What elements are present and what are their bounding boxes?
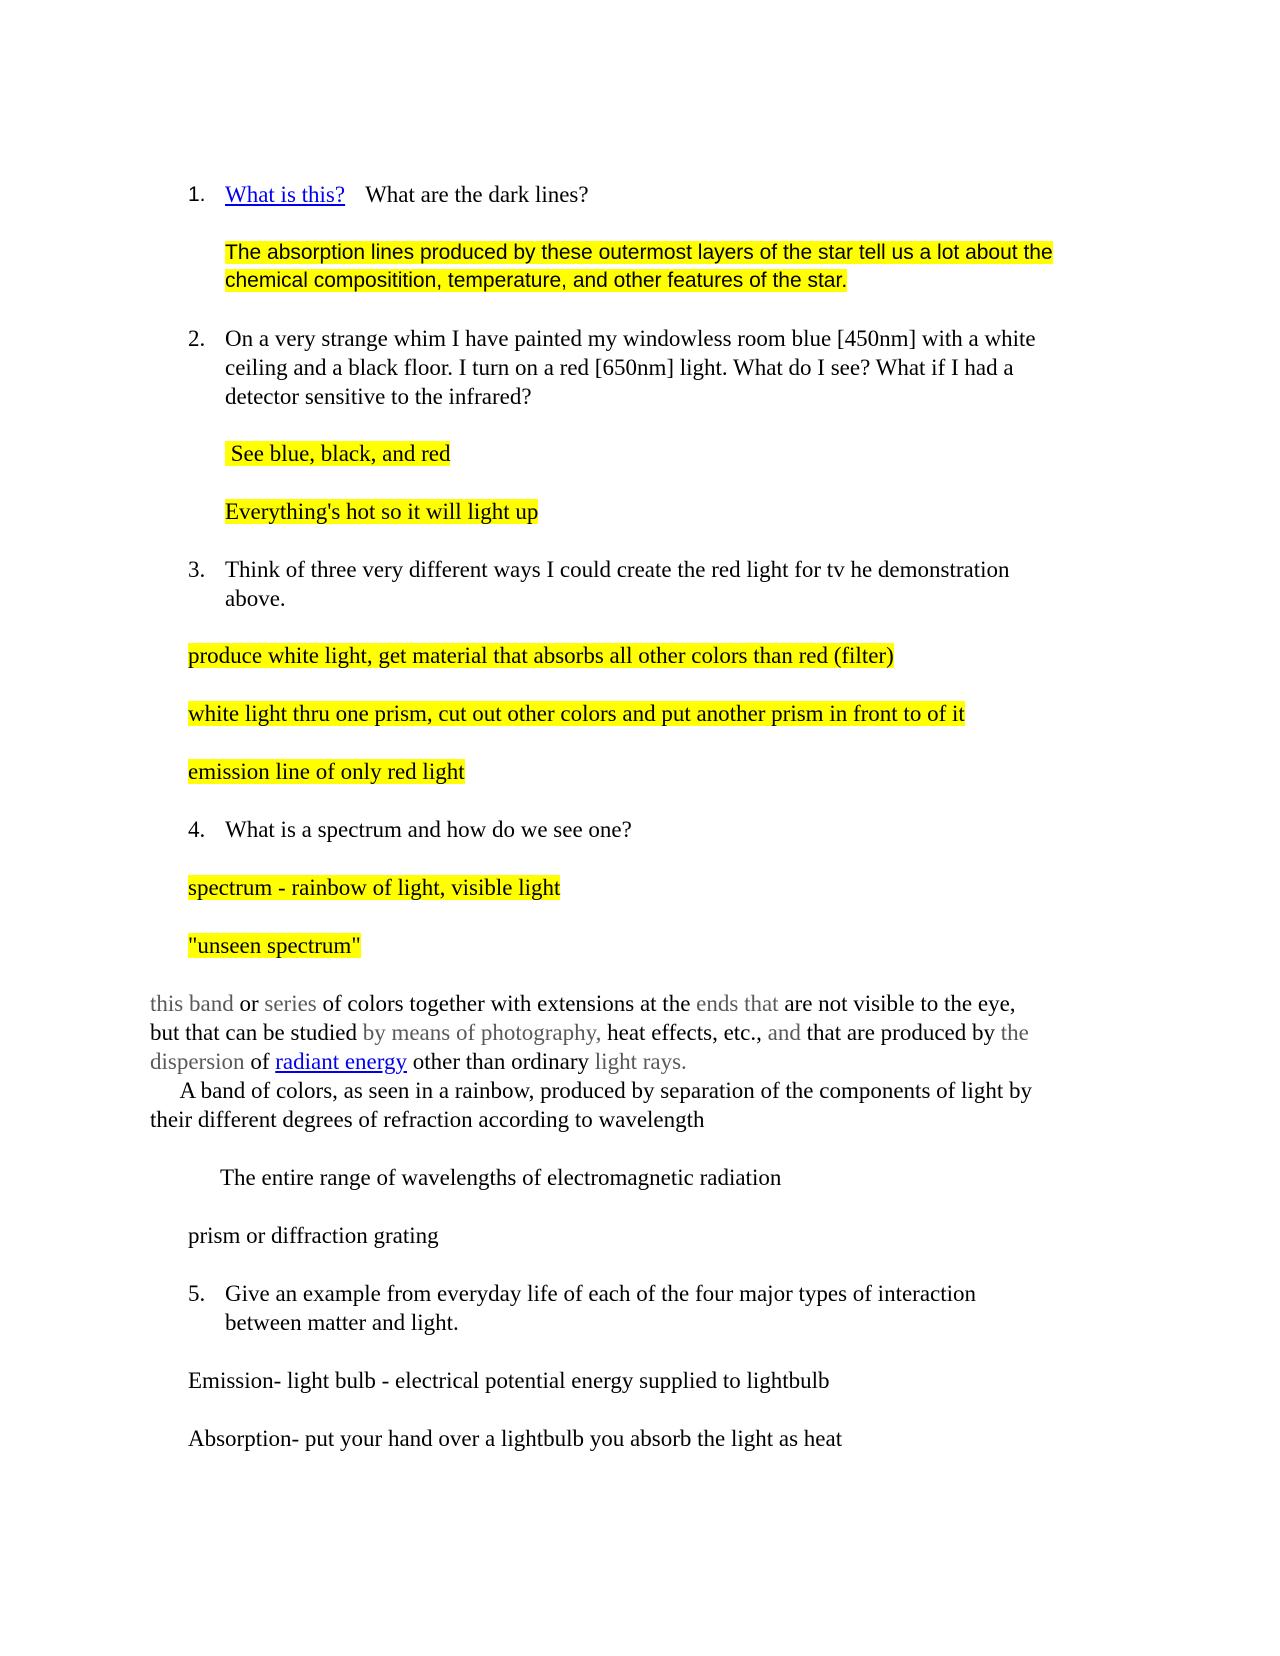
what-is-this-link[interactable]: What is this? bbox=[225, 182, 346, 207]
spectrum-definition-line-3: dispersion of radiant energy other than ordinary light rays. bbox=[150, 1049, 687, 1074]
q4-question: What is a spectrum and how do we see one? bbox=[225, 817, 632, 842]
q2-number: 2. bbox=[188, 326, 206, 351]
q3-answer-1: produce white light, get material that absorbs all other colors than red (filter) bbox=[188, 643, 894, 668]
radiant-energy-link[interactable]: radiant energy bbox=[275, 1049, 408, 1074]
emission-example: Emission- light bulb - electrical potential energy supplied to lightbulb bbox=[188, 1368, 830, 1393]
q4-answer-2: "unseen spectrum" bbox=[188, 933, 361, 958]
q3-line-2: above. bbox=[225, 586, 286, 611]
prism-text: prism or diffraction grating bbox=[188, 1223, 439, 1248]
q2-line-2: ceiling and a black floor. I turn on a red [650nm] light. What do I see? What if I had a bbox=[225, 355, 1014, 380]
q2-answer-1: See blue, black, and red bbox=[225, 441, 451, 466]
band-of-colors-line-2: their different degrees of refraction according to wavelength bbox=[150, 1107, 705, 1132]
q3-answer-3: emission line of only red light bbox=[188, 759, 465, 784]
spectrum-definition-line-2: but that can be studied by means of photography, heat effects, etc., and that are produced by the bbox=[150, 1020, 1029, 1045]
q5-number: 5. bbox=[188, 1281, 206, 1306]
q4-number: 4. bbox=[188, 817, 206, 842]
q2-answer-2: Everything's hot so it will light up bbox=[225, 499, 539, 524]
q4-answer-1: spectrum - rainbow of light, visible light bbox=[188, 875, 561, 900]
q5-line-2: between matter and light. bbox=[225, 1310, 459, 1335]
q1-question: What are the dark lines? bbox=[365, 182, 589, 207]
spectrum-definition-line-1: this band or series of colors together with extensions at the ends that are not visible to the eye, bbox=[150, 991, 1016, 1016]
q1-answer-line-2: chemical compositition, temperature, and other features of the star. bbox=[225, 269, 848, 292]
q5-line-1: Give an example from everyday life of each of the four major types of interaction bbox=[225, 1281, 977, 1306]
band-of-colors-line-1: A band of colors, as seen in a rainbow, produced by separation of the components of light by bbox=[175, 1078, 1032, 1103]
q3-number: 3. bbox=[188, 557, 206, 582]
q3-line-1: Think of three very different ways I could create the red light for tv he demonstration bbox=[225, 557, 1010, 582]
q1-line bbox=[225, 180, 589, 209]
q1-number: 1. bbox=[188, 183, 206, 206]
entire-range-text: The entire range of wavelengths of electromagnetic radiation bbox=[220, 1165, 782, 1190]
q1-answer-line-1: The absorption lines produced by these outermost layers of the star tell us a lot about the bbox=[225, 241, 1053, 264]
absorption-example: Absorption- put your hand over a lightbulb you absorb the light as heat bbox=[188, 1426, 843, 1451]
q2-line-1: On a very strange whim I have painted my windowless room blue [450nm] with a white bbox=[225, 326, 1036, 351]
q2-line-3: detector sensitive to the infrared? bbox=[225, 384, 532, 409]
q3-answer-2: white light thru one prism, cut out other colors and put another prism in front to of it bbox=[188, 701, 965, 726]
